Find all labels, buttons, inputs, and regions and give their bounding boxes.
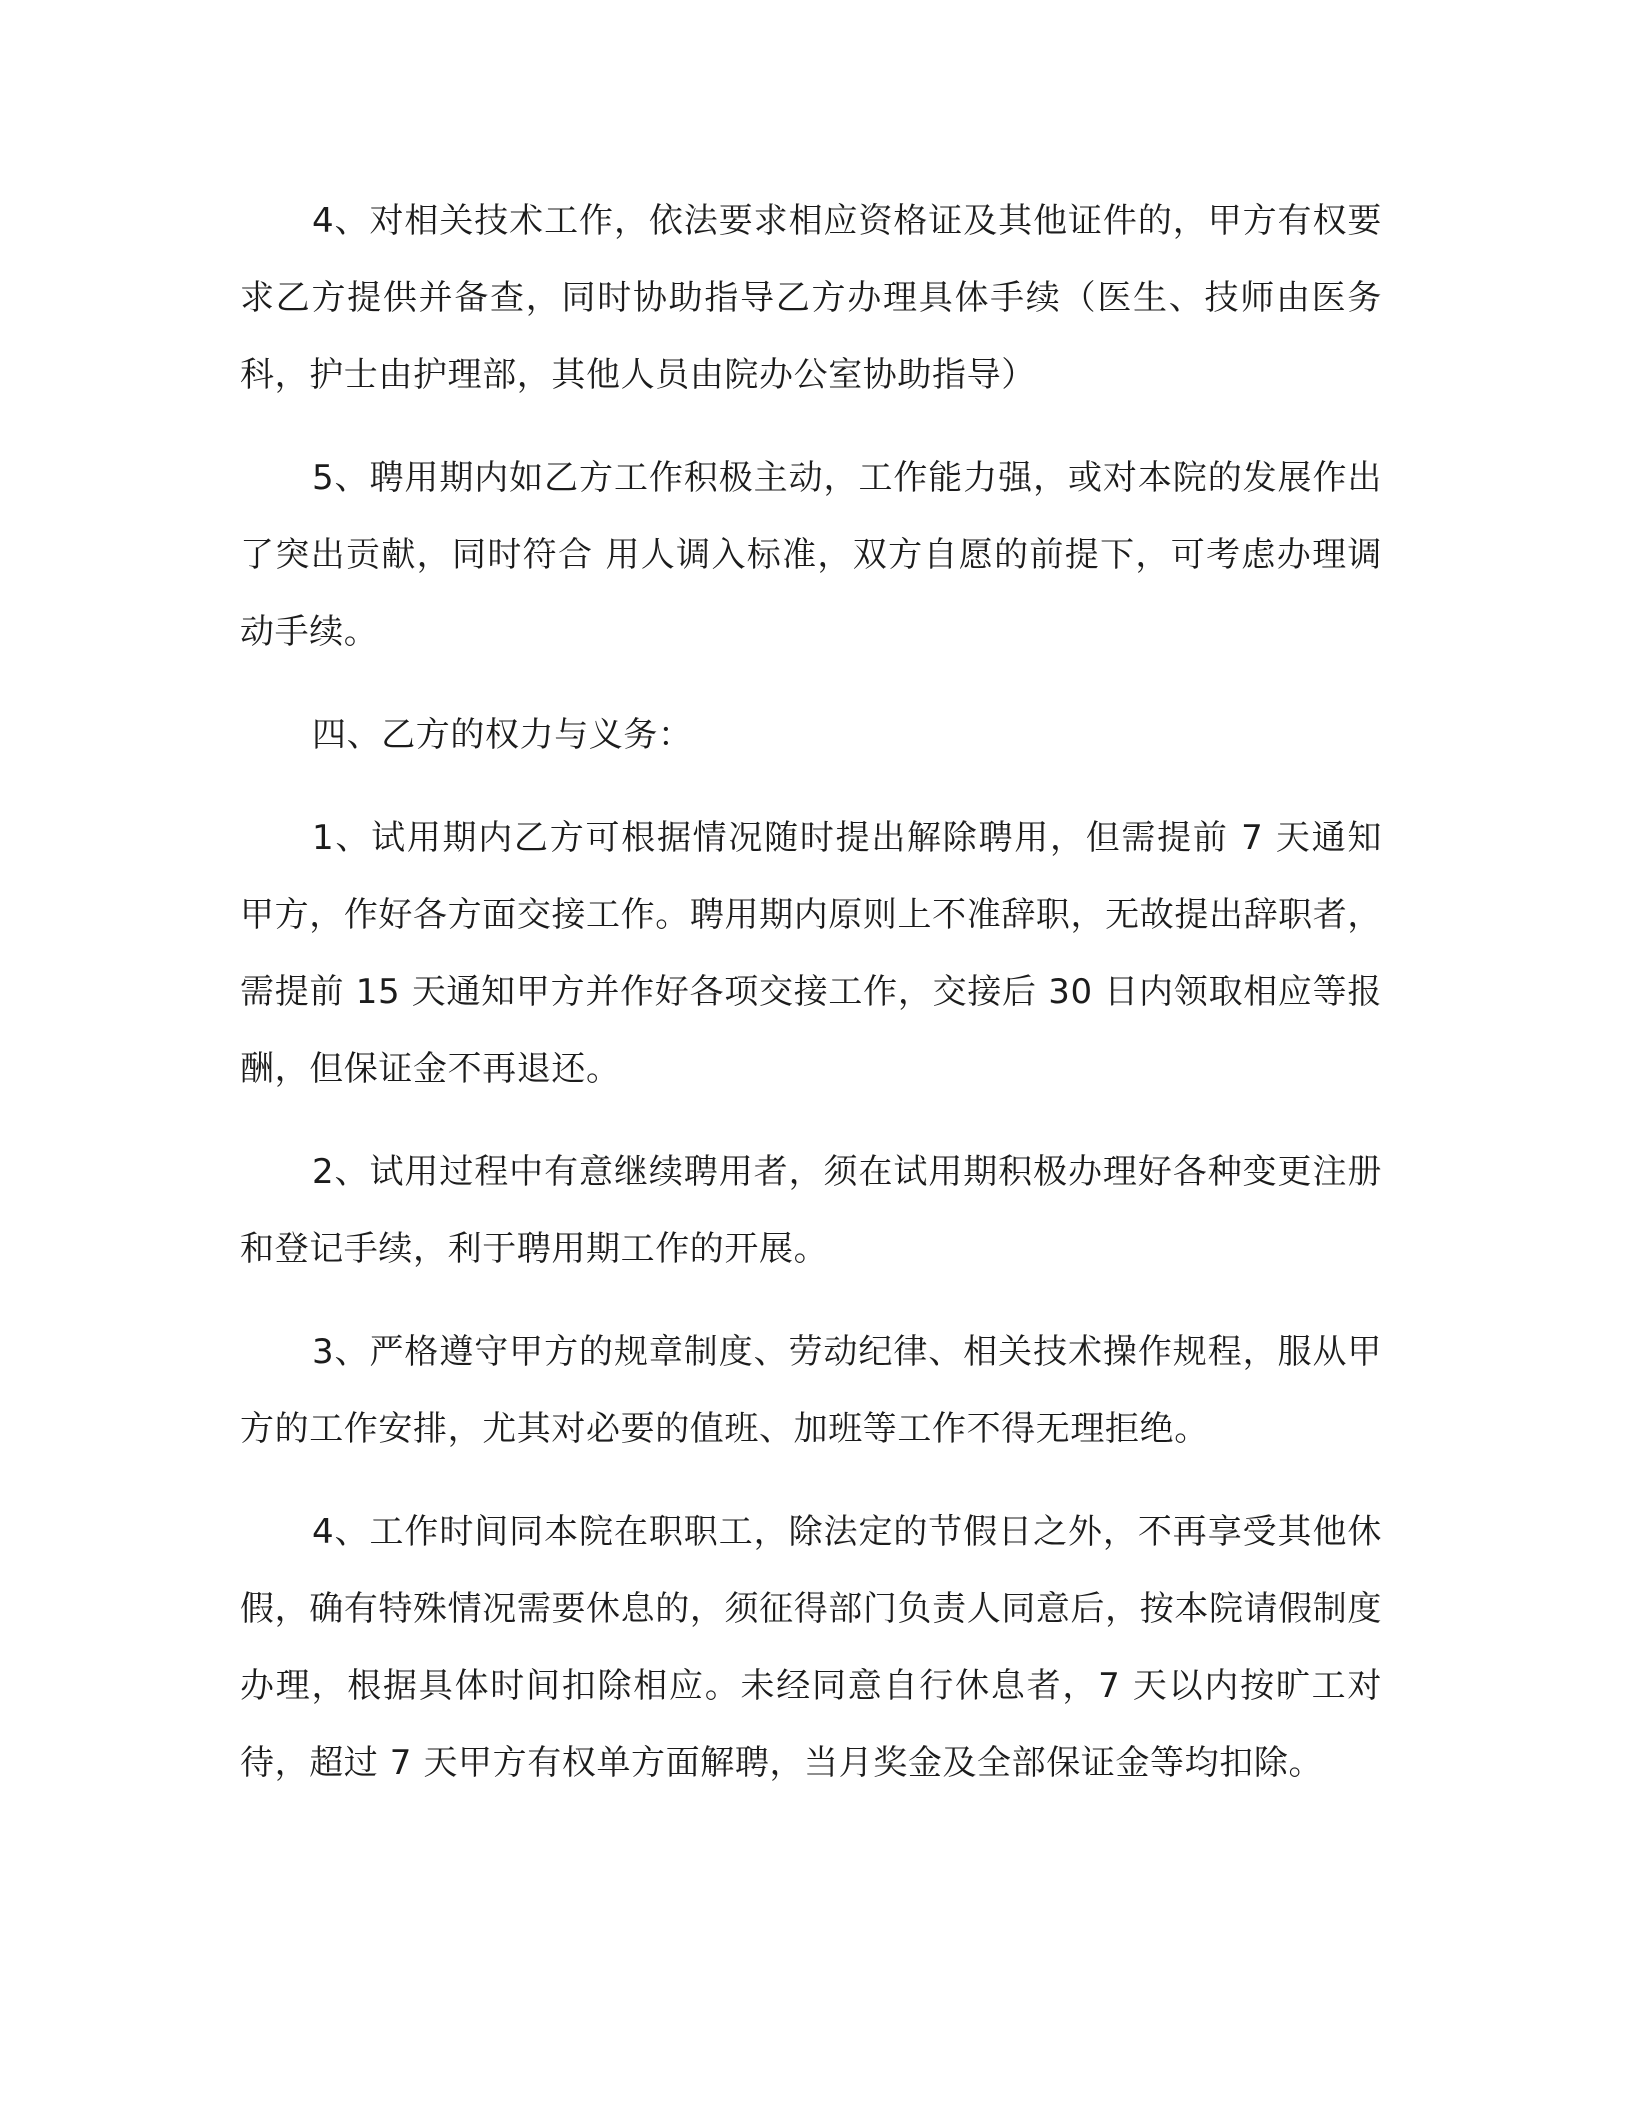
paragraph-3-rules: 3、严格遵守甲方的规章制度、劳动纪律、相关技术操作规程，服从甲方的工作安排，尤其对必要的值班、加班等工作不得无理拒绝。 (240, 1332, 1382, 1449)
document-body (240, 183, 1382, 1828)
paragraph-5-transfer: 5、聘用期内如乙方工作积极主动，工作能力强，或对本院的发展作出了突出贡献，同时符合 用人调入标准，双方自愿的前提下，可考虑办理调动手续。 (240, 458, 1382, 652)
paragraph-2-registration: 2、试用过程中有意继续聘用者，须在试用期积极办理好各种变更注册和登记手续，利于聘用期工作的开展。 (240, 1152, 1382, 1269)
section-heading-party-b-rights: 四、乙方的权力与义务： (312, 715, 693, 755)
paragraph-4-qualification: 4、对相关技术工作，依法要求相应资格证及其他证件的，甲方有权要求乙方提供并备查，同时协助指导乙方办理具体手续（医生、技师由医务科，护士由护理部，其他人员由院办公室协助指导） (240, 201, 1382, 395)
paragraph-1-resignation: 1、试用期内乙方可根据情况随时提出解除聘用，但需提前 7 天通知甲方，作好各方面交接工作。聘用期内原则上不准辞职，无故提出辞职者，需提前 15 天通知甲方并作好各项交接工作，交接后 30 日内领取相应等报酬，但保证金不再退还。 (240, 818, 1382, 1089)
paragraph-4-working-hours: 4、工作时间同本院在职职工，除法定的节假日之外，不再享受其他休假，确有特殊情况需要休息的，须征得部门负责人同意后，按本院请假制度办理，根据具体时间扣除相应。未经同意自行休息者，7 天以内按旷工对待，超过 7 天甲方有权单方面解聘，当月奖金及全部保证金等均扣除。 (240, 1512, 1382, 1783)
